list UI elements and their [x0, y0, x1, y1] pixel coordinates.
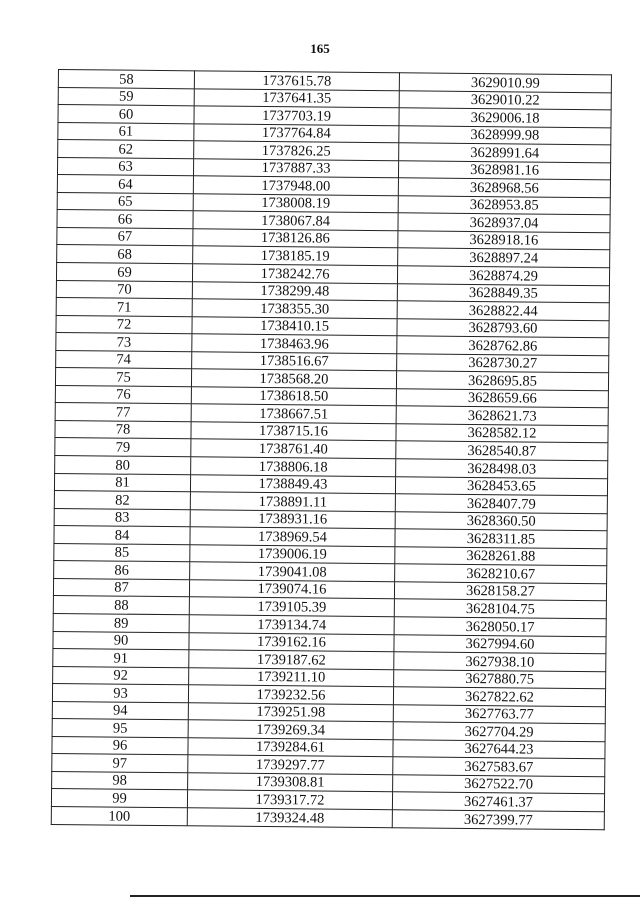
- x-coordinate-cell: 1738891.11: [190, 492, 395, 512]
- y-coordinate-cell: 3628762.86: [397, 336, 609, 356]
- x-coordinate-cell: 1738618.50: [191, 387, 396, 407]
- x-coordinate-cell: 1738849.43: [190, 474, 395, 494]
- y-coordinate-cell: 3629006.18: [399, 108, 611, 128]
- y-coordinate-cell: 3628158.27: [394, 582, 606, 602]
- bottom-rule: [130, 895, 640, 897]
- y-coordinate-cell: 3627461.37: [392, 792, 604, 812]
- x-coordinate-cell: 1738355.30: [192, 299, 397, 319]
- y-coordinate-cell: 3628918.16: [398, 231, 610, 251]
- point-number-cell: 100: [51, 806, 187, 825]
- x-coordinate-cell: 1739308.81: [188, 773, 393, 793]
- coordinate-table: [51, 69, 612, 830]
- point-number-cell: 69: [56, 263, 192, 282]
- x-coordinate-cell: 1739105.39: [189, 597, 394, 617]
- y-coordinate-cell: 3628695.85: [396, 371, 608, 391]
- x-coordinate-cell: 1739232.56: [188, 685, 393, 705]
- point-number-cell: 63: [57, 157, 193, 176]
- y-coordinate-cell: 3628210.67: [395, 564, 607, 584]
- y-coordinate-cell: 3628793.60: [397, 318, 609, 338]
- point-number-cell: 67: [57, 227, 193, 246]
- point-number-cell: 88: [53, 596, 189, 615]
- x-coordinate-cell: 1738067.84: [193, 211, 398, 231]
- point-number-cell: 95: [52, 719, 188, 738]
- x-coordinate-cell: 1738806.18: [191, 457, 396, 477]
- y-coordinate-cell: 3628104.75: [394, 599, 606, 619]
- x-coordinate-cell: 1737615.78: [194, 71, 399, 91]
- y-coordinate-cell: 3628991.64: [399, 143, 611, 163]
- point-number-cell: 86: [54, 561, 190, 580]
- x-coordinate-cell: 1738299.48: [192, 281, 397, 301]
- point-number-cell: 81: [54, 473, 190, 492]
- point-number-cell: 77: [55, 403, 191, 422]
- y-coordinate-cell: 3627583.67: [393, 757, 605, 777]
- point-number-cell: 96: [52, 736, 188, 755]
- point-number-cell: 79: [55, 438, 191, 457]
- x-coordinate-cell: 1738931.16: [190, 509, 395, 529]
- x-coordinate-cell: 1737703.19: [194, 106, 399, 126]
- y-coordinate-cell: 3628999.98: [399, 125, 611, 145]
- point-number-cell: 75: [55, 368, 191, 387]
- x-coordinate-cell: 1739134.74: [189, 615, 394, 635]
- y-coordinate-cell: 3628659.66: [396, 389, 608, 409]
- point-number-cell: 61: [58, 122, 194, 141]
- y-coordinate-cell: 3628360.50: [395, 511, 607, 531]
- x-coordinate-cell: 1738008.19: [193, 194, 398, 214]
- x-coordinate-cell: 1738185.19: [193, 246, 398, 266]
- x-coordinate-cell: 1739006.19: [190, 545, 395, 565]
- x-coordinate-cell: 1739251.98: [188, 702, 393, 722]
- point-number-cell: 87: [53, 578, 189, 597]
- x-coordinate-cell: 1739162.16: [189, 632, 394, 652]
- x-coordinate-cell: 1738516.67: [192, 352, 397, 372]
- x-coordinate-cell: 1739211.10: [189, 667, 394, 687]
- x-coordinate-cell: 1737948.00: [193, 176, 398, 196]
- x-coordinate-cell: 1738126.86: [193, 229, 398, 249]
- x-coordinate-cell: 1739297.77: [188, 755, 393, 775]
- point-number-cell: 85: [54, 543, 190, 562]
- y-coordinate-cell: 3628897.24: [398, 248, 610, 268]
- point-number-cell: 59: [58, 87, 194, 106]
- y-coordinate-cell: 3627994.60: [394, 634, 606, 654]
- point-number-cell: 94: [52, 701, 188, 720]
- x-coordinate-cell: 1739074.16: [189, 580, 394, 600]
- page-number: 165: [310, 41, 330, 56]
- x-coordinate-cell: 1737826.25: [194, 141, 399, 161]
- x-coordinate-cell: 1739324.48: [187, 808, 392, 828]
- x-coordinate-cell: 1737764.84: [194, 123, 399, 143]
- point-number-cell: 73: [56, 333, 192, 352]
- y-coordinate-cell: 3628453.65: [395, 476, 607, 496]
- x-coordinate-cell: 1738969.54: [190, 527, 395, 547]
- y-coordinate-cell: 3628261.88: [395, 547, 607, 567]
- point-number-cell: 97: [52, 754, 188, 773]
- x-coordinate-cell: 1738410.15: [192, 316, 397, 336]
- point-number-cell: 84: [54, 526, 190, 545]
- point-number-cell: 60: [58, 105, 194, 124]
- y-coordinate-cell: 3628849.35: [397, 283, 609, 303]
- y-coordinate-cell: 3628981.16: [398, 161, 610, 181]
- x-coordinate-cell: 1739187.62: [189, 650, 394, 670]
- y-coordinate-cell: 3627880.75: [394, 669, 606, 689]
- x-coordinate-cell: 1739269.34: [188, 720, 393, 740]
- y-coordinate-cell: 3628540.87: [396, 441, 608, 461]
- y-coordinate-cell: 3628311.85: [395, 529, 607, 549]
- point-number-cell: 76: [55, 385, 191, 404]
- coordinate-table-body: [51, 70, 611, 830]
- point-number-cell: 99: [51, 789, 187, 808]
- y-coordinate-cell: 3628730.27: [397, 354, 609, 374]
- y-coordinate-cell: 3628953.85: [398, 196, 610, 216]
- point-number-cell: 62: [58, 140, 194, 159]
- point-number-cell: 65: [57, 192, 193, 211]
- y-coordinate-cell: 3628582.12: [396, 424, 608, 444]
- y-coordinate-cell: 3628407.79: [395, 494, 607, 514]
- y-coordinate-cell: 3627644.23: [393, 740, 605, 760]
- y-coordinate-cell: 3628050.17: [394, 617, 606, 637]
- point-number-cell: 93: [52, 684, 188, 703]
- point-number-cell: 72: [56, 315, 192, 334]
- point-number-cell: 98: [52, 771, 188, 790]
- y-coordinate-cell: 3628937.04: [398, 213, 610, 233]
- point-number-cell: 58: [58, 70, 194, 89]
- y-coordinate-cell: 3628498.03: [396, 459, 608, 479]
- x-coordinate-cell: 1738242.76: [192, 264, 397, 284]
- y-coordinate-cell: 3628874.29: [397, 266, 609, 286]
- point-number-cell: 91: [53, 649, 189, 668]
- x-coordinate-cell: 1738761.40: [191, 439, 396, 459]
- x-coordinate-cell: 1738715.16: [191, 422, 396, 442]
- point-number-cell: 71: [56, 298, 192, 317]
- y-coordinate-cell: 3628621.73: [396, 406, 608, 426]
- x-coordinate-cell: 1738667.51: [191, 404, 396, 424]
- x-coordinate-cell: 1738568.20: [191, 369, 396, 389]
- y-coordinate-cell: 3627522.70: [393, 775, 605, 795]
- x-coordinate-cell: 1739041.08: [190, 562, 395, 582]
- point-number-cell: 89: [53, 613, 189, 632]
- y-coordinate-cell: 3628822.44: [397, 301, 609, 321]
- point-number-cell: 70: [56, 280, 192, 299]
- point-number-cell: 80: [55, 456, 191, 475]
- point-number-cell: 82: [54, 491, 190, 510]
- point-number-cell: 90: [53, 631, 189, 650]
- point-number-cell: 78: [55, 420, 191, 439]
- y-coordinate-cell: 3627763.77: [393, 704, 605, 724]
- x-coordinate-cell: 1739284.61: [188, 738, 393, 758]
- y-coordinate-cell: 3627938.10: [394, 652, 606, 672]
- x-coordinate-cell: 1737641.35: [194, 88, 399, 108]
- x-coordinate-cell: 1739317.72: [187, 790, 392, 810]
- y-coordinate-cell: 3627399.77: [392, 810, 604, 830]
- x-coordinate-cell: 1738463.96: [192, 334, 397, 354]
- coordinate-table-container: [51, 69, 611, 830]
- point-number-cell: 66: [57, 210, 193, 229]
- point-number-cell: 92: [53, 666, 189, 685]
- point-number-cell: 74: [56, 350, 192, 369]
- x-coordinate-cell: 1737887.33: [193, 159, 398, 179]
- point-number-cell: 83: [54, 508, 190, 527]
- y-coordinate-cell: 3627822.62: [393, 687, 605, 707]
- y-coordinate-cell: 3627704.29: [393, 722, 605, 742]
- point-number-cell: 64: [57, 175, 193, 194]
- y-coordinate-cell: 3629010.22: [399, 90, 611, 110]
- y-coordinate-cell: 3629010.99: [399, 73, 611, 93]
- y-coordinate-cell: 3628968.56: [398, 178, 610, 198]
- point-number-cell: 68: [57, 245, 193, 264]
